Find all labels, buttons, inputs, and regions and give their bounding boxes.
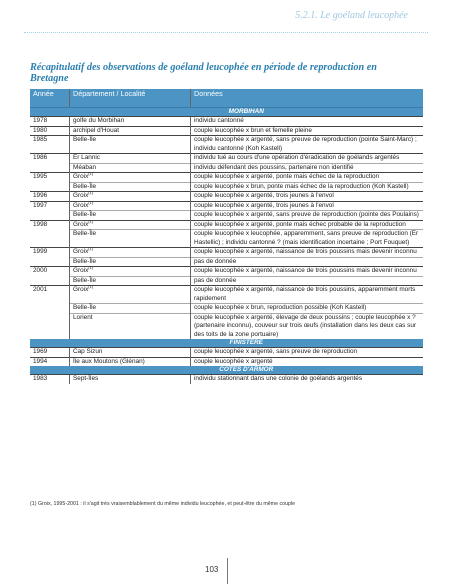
row-year xyxy=(30,230,70,248)
locality-name: Groix xyxy=(73,192,89,199)
row-locality xyxy=(70,136,191,154)
region-row xyxy=(30,339,423,348)
row-year xyxy=(30,182,70,192)
section-header: 5.2.1. Le goéland leucophée xyxy=(295,10,408,21)
row-year: 1980 xyxy=(30,126,70,136)
row-data: couple leucophée x argenté, sans preuve de reproduction (pointe des Poulains) xyxy=(191,211,424,221)
table-row xyxy=(30,117,423,127)
row-year xyxy=(30,276,70,286)
region-name: CÔTES D'ARMOR xyxy=(70,366,424,375)
row-year: 1996 xyxy=(30,192,70,202)
row-data: individu cantonné xyxy=(191,117,424,127)
row-data: couple leucophée x argenté, naissance de trois poussins, apparemment morts rapidement xyxy=(191,286,424,304)
row-data: couple leucophée x argenté, sans preuve de reproduction xyxy=(191,348,424,358)
row-year xyxy=(30,257,70,267)
row-data: couple leucophée x argenté, naissance de trois poussins mais devenir inconnu xyxy=(191,267,424,277)
table-row xyxy=(30,348,423,358)
row-year: 1983 xyxy=(30,375,70,384)
table-row xyxy=(30,173,423,183)
row-year: 1986 xyxy=(30,154,70,164)
row-data: couple leucophée x argenté, ponte mais échec probable de la reproduction xyxy=(191,220,424,230)
locality-name: Sept-Îles xyxy=(73,375,99,382)
table-row xyxy=(30,126,423,136)
row-locality xyxy=(70,201,191,211)
table-title: Récapitulatif des observations de goéland leucophée en période de reproduction en Bretagne xyxy=(30,62,377,84)
locality-name: Cap Sizun xyxy=(73,348,103,355)
locality-name: Groix xyxy=(73,220,89,228)
row-locality xyxy=(70,117,191,127)
region-row xyxy=(30,366,423,375)
table-row xyxy=(30,375,423,384)
page-divider xyxy=(227,558,228,584)
row-locality xyxy=(70,348,191,358)
region-name: MORBIHAN xyxy=(70,108,424,117)
table-row xyxy=(30,154,423,164)
footnote-marker: (1) xyxy=(88,283,94,289)
row-locality xyxy=(70,170,191,183)
table-row xyxy=(30,220,423,230)
row-year: 1985 xyxy=(30,136,70,154)
row-year: 1994 xyxy=(30,357,70,366)
column-header-annee: Année xyxy=(30,89,70,108)
row-year: 2000 xyxy=(30,267,70,277)
row-data: couple leucophée x argenté, trois jeunes à l'envol xyxy=(191,192,424,202)
table-row xyxy=(30,286,423,304)
locality-name: Groix xyxy=(73,201,89,209)
row-year xyxy=(30,304,70,314)
footnote-marker: (1) xyxy=(88,199,94,205)
table-body xyxy=(30,108,423,384)
region-spacer xyxy=(30,366,70,375)
row-data: couple leucophée x argenté, ponte mais échec de la reproduction xyxy=(191,173,424,183)
row-year: 1978 xyxy=(30,117,70,127)
table-row xyxy=(30,267,423,277)
footnote-marker: (1) xyxy=(88,264,94,270)
row-locality xyxy=(70,375,191,384)
locality-name: Lorient xyxy=(73,313,93,321)
region-row xyxy=(30,108,423,117)
row-locality xyxy=(70,154,191,164)
row-locality xyxy=(70,245,191,258)
row-locality xyxy=(70,230,191,248)
row-data: couple leucophée x argenté, trois jeunes à l'envol xyxy=(191,201,424,211)
footnote: (1) Groix, 1995-2001 : il s'agit très vraisemblablement du même individu leucophée, et peut-être du même couple xyxy=(30,501,296,507)
locality-name: Belle-Île xyxy=(73,230,97,237)
locality-name: Groix xyxy=(73,267,89,274)
footnote-marker: (1) xyxy=(88,189,94,195)
row-data: couple leucophée x leucophée, apparemment, sans preuve de reproduction (Er Hastellic) ; individu cantonné ? (mais identification incertaine ; Port Fouquet) xyxy=(191,230,424,248)
row-locality xyxy=(70,304,191,314)
row-data: individu tué au cours d'une opération d'éradication de goélands argentés xyxy=(191,154,424,164)
locality-name: Groix xyxy=(73,286,89,293)
footnote-marker: (1) xyxy=(88,170,94,176)
table-row xyxy=(30,201,423,211)
locality-name: Belle-Île xyxy=(73,211,97,218)
locality-name: Er Lannic xyxy=(73,154,100,161)
row-year: 1997 xyxy=(30,201,70,211)
row-locality xyxy=(70,283,191,304)
region-spacer xyxy=(30,339,70,348)
locality-name: Groix xyxy=(73,248,89,255)
table-row xyxy=(30,248,423,258)
locality-name: Belle-Île xyxy=(73,136,97,143)
observations-table xyxy=(30,89,423,384)
footnote-marker: (1) xyxy=(88,245,94,251)
row-locality xyxy=(70,126,191,136)
row-year: 1998 xyxy=(30,220,70,230)
row-year: 1999 xyxy=(30,248,70,258)
column-header-donnees: Données xyxy=(191,89,424,108)
region-spacer xyxy=(30,108,70,117)
table-header-row xyxy=(30,89,423,108)
locality-name: Île aux Moutons (Glénan) xyxy=(73,357,145,365)
row-data: couple leucophée x argenté, sans preuve de reproduction (pointe Saint-Marc) ; individu cantonné (Koh Kastell) xyxy=(191,136,424,154)
header-rule xyxy=(24,32,428,33)
row-year xyxy=(30,211,70,221)
row-year xyxy=(30,313,70,339)
table-row xyxy=(30,230,423,248)
row-data: individu stationnant dans une colonie de goélands argentés xyxy=(191,375,424,384)
row-data: couple leucophée x argenté xyxy=(191,357,424,366)
locality-name: Groix xyxy=(73,173,89,180)
row-data: pas de donnée xyxy=(191,257,424,267)
page-number: 103 xyxy=(205,565,219,574)
row-data: couple leucophée x argenté, naissance de trois poussins mais devenir inconnu xyxy=(191,248,424,258)
row-data: pas de donnée xyxy=(191,276,424,286)
row-locality xyxy=(70,313,191,339)
region-name: FINISTÈRE xyxy=(70,339,424,348)
row-data: individu défendant des poussins, partenaire non identifié xyxy=(191,163,424,173)
row-year: 1995 xyxy=(30,173,70,183)
locality-name: Belle-Île xyxy=(73,257,97,265)
row-year xyxy=(30,163,70,173)
row-year: 2001 xyxy=(30,286,70,304)
row-locality xyxy=(70,357,191,366)
table-row xyxy=(30,357,423,366)
row-year: 1969 xyxy=(30,348,70,358)
row-locality xyxy=(70,264,191,277)
locality-name: Belle-Île xyxy=(73,304,97,311)
column-header-localite: Département / Localité xyxy=(70,89,191,108)
row-data: couple leucophée x brun, ponte mais échec de la reproduction (Koh Kastell) xyxy=(191,182,424,192)
table-row xyxy=(30,304,423,314)
row-data: couple leucophée x argenté, élevage de deux poussins ; couple leucophée x ? (partenaire inconnu), couveur sur trois œufs (installation dans les deux cas sur des toits de la zone portuaire) xyxy=(191,313,424,339)
row-locality xyxy=(70,220,191,230)
locality-name: Méaban xyxy=(73,163,97,171)
locality-name: Belle-Île xyxy=(73,276,97,284)
row-data: couple leucophée x brun, reproduction possible (Koh Kastell) xyxy=(191,304,424,314)
locality-name: golfe du Morbihan xyxy=(73,117,125,124)
table-row xyxy=(30,313,423,339)
locality-name: archipel d'Houat xyxy=(73,126,119,134)
footnote-marker: (1) xyxy=(88,218,94,224)
table-row xyxy=(30,136,423,154)
row-data: couple leucophée x brun et femelle pleine xyxy=(191,126,424,136)
locality-name: Belle-Île xyxy=(73,182,97,190)
